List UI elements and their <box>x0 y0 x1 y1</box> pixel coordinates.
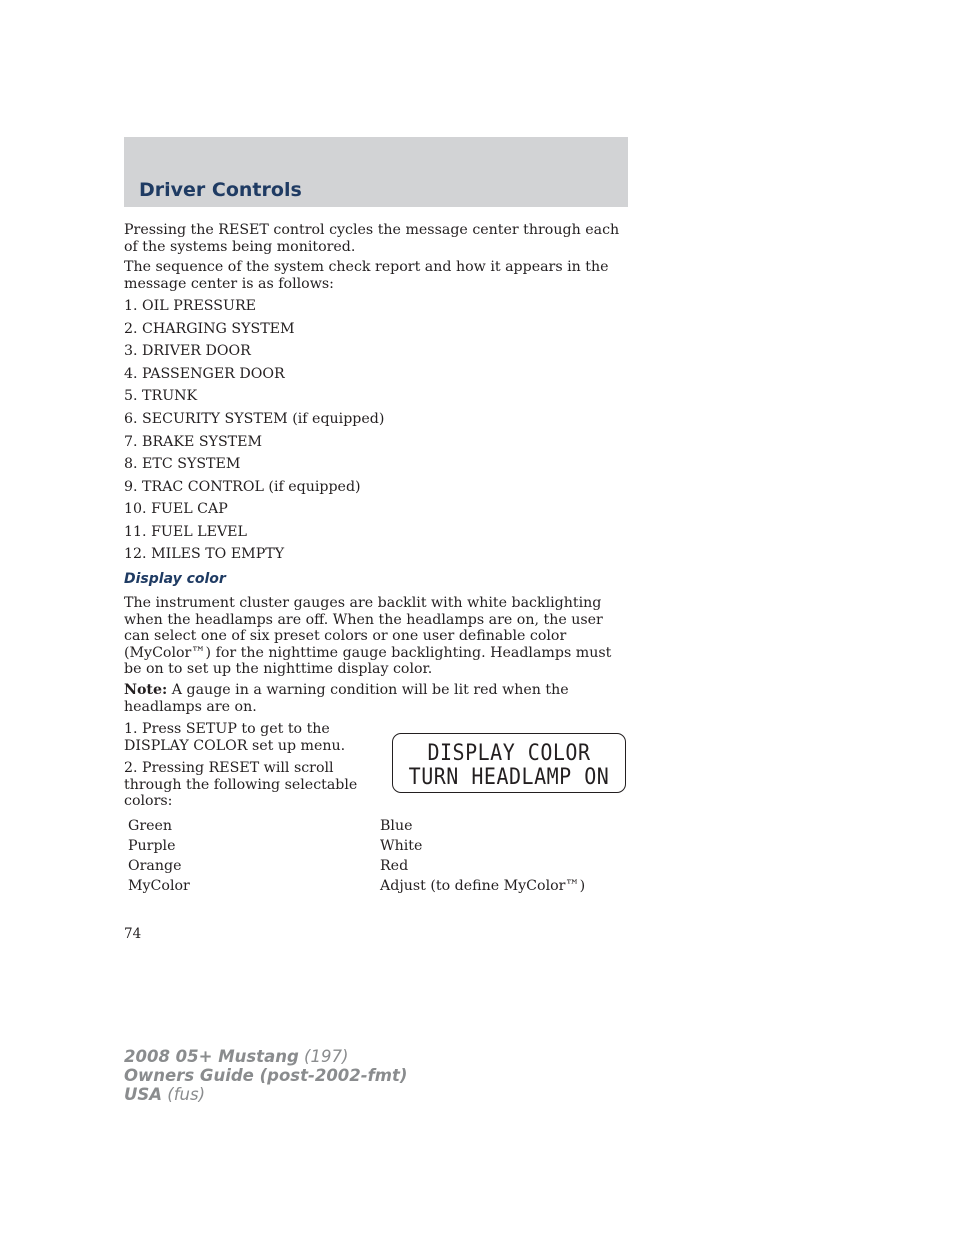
list-item: 11. FUEL LEVEL <box>124 524 247 540</box>
color-option: Green <box>128 818 173 834</box>
footer-market-code: (fus) <box>162 1085 206 1104</box>
color-option: Orange <box>128 858 182 874</box>
intro-paragraph-1: Pressing the RESET control cycles the message center through each of the systems being monitored. <box>124 222 620 255</box>
page-number: 74 <box>124 926 142 942</box>
list-item: 7. BRAKE SYSTEM <box>124 434 263 450</box>
list-item: 1. OIL PRESSURE <box>124 298 256 314</box>
color-option: MyColor <box>128 878 190 894</box>
display-color-heading: Display color <box>124 571 226 587</box>
document-footer <box>124 1047 407 1104</box>
section-header-band <box>124 137 628 207</box>
section-title: Driver Controls <box>139 179 302 201</box>
list-item: 9. TRAC CONTROL (if equipped) <box>124 479 361 495</box>
color-option: Red <box>380 858 409 874</box>
color-option: Purple <box>128 838 176 854</box>
display-line-1: DISPLAY COLOR <box>427 738 591 766</box>
message-center-display <box>392 733 626 793</box>
step-2: 2. Pressing RESET will scroll through the following selectable colors: <box>124 760 358 810</box>
color-option: White <box>380 838 423 854</box>
note-paragraph <box>124 682 620 715</box>
list-item: 3. DRIVER DOOR <box>124 343 251 359</box>
list-item: 10. FUEL CAP <box>124 501 228 517</box>
footer-market: USA <box>124 1085 163 1104</box>
footer-model-code: (197) <box>298 1047 349 1066</box>
note-label: Note: <box>124 682 168 698</box>
color-option: Blue <box>380 818 413 834</box>
display-color-paragraph: The instrument cluster gauges are backlit with white backlighting when the headlamps are off. When the headlamps are on, the user can select one of six preset colors or one user definable color (MyColor™) for the nighttime gauge backlighting. Headlamps must be on to set up the nighttime display color. <box>124 595 612 678</box>
intro-paragraph-2: The sequence of the system check report and how it appears in the message center is as follows: <box>124 259 609 292</box>
list-item: 4. PASSENGER DOOR <box>124 366 285 382</box>
display-line-2: TURN HEADLAMP ON <box>408 762 610 790</box>
color-option: Adjust (to define MyColor™) <box>380 878 586 894</box>
list-item: 2. CHARGING SYSTEM <box>124 321 295 337</box>
step-1: 1. Press SETUP to get to the DISPLAY COLOR set up menu. <box>124 721 346 754</box>
list-item: 12. MILES TO EMPTY <box>124 546 285 562</box>
list-item: 5. TRUNK <box>124 388 198 404</box>
list-item: 6. SECURITY SYSTEM (if equipped) <box>124 411 385 427</box>
note-text: A gauge in a warning condition will be lit red when the headlamps are on. <box>124 682 569 715</box>
footer-model: 2008 05+ Mustang <box>124 1047 299 1066</box>
footer-guide: Owners Guide (post-2002-fmt) <box>124 1066 408 1085</box>
list-item: 8. ETC SYSTEM <box>124 456 241 472</box>
